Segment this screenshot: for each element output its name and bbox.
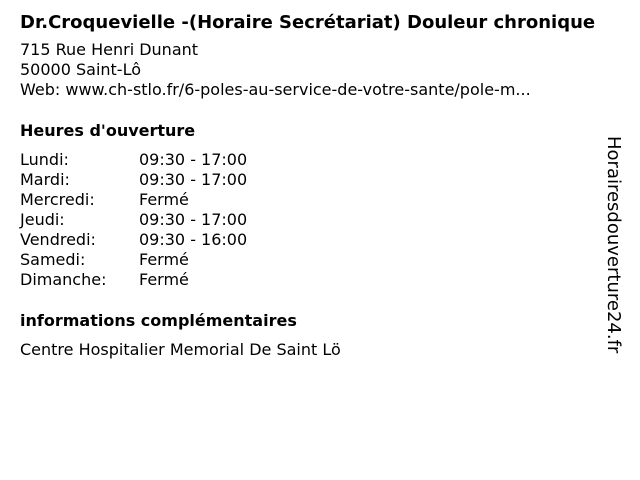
address-block <box>20 40 620 100</box>
website-link[interactable]: Web: www.ch-stlo.fr/6-poles-au-service-de-votre-sante/pole-m... <box>20 80 531 99</box>
day-hours: 09:30 - 16:00 <box>139 230 248 249</box>
additional-info-text: Centre Hospitalier Memorial De Saint Lö <box>20 340 341 359</box>
day-hours: Fermé <box>139 190 189 209</box>
day-hours: Fermé <box>139 270 189 289</box>
day-label: Dimanche: <box>20 270 107 289</box>
hours-row <box>20 270 620 290</box>
additional-info-heading: informations complémentaires <box>20 311 297 330</box>
address-city: 50000 Saint-Lô <box>20 60 141 79</box>
day-hours: 09:30 - 17:00 <box>139 170 248 189</box>
day-hours: 09:30 - 17:00 <box>139 210 248 229</box>
hours-row <box>20 250 620 270</box>
hours-row <box>20 150 620 170</box>
day-hours: Fermé <box>139 250 189 269</box>
listing <box>20 12 620 360</box>
hours-row <box>20 230 620 250</box>
hours-row <box>20 210 620 230</box>
site-watermark: Horairesdouverture24.fr <box>603 136 624 354</box>
opening-hours-table <box>20 150 620 290</box>
address-street: 715 Rue Henri Dunant <box>20 40 199 59</box>
opening-hours-heading: Heures d'ouverture <box>20 121 196 140</box>
day-hours: 09:30 - 17:00 <box>139 150 248 169</box>
page-title: Dr.Croquevielle -(Horaire Secrétariat) Douleur chronique <box>20 12 596 33</box>
day-label: Samedi: <box>20 250 86 269</box>
day-label: Mercredi: <box>20 190 95 209</box>
day-label: Jeudi: <box>20 210 65 229</box>
hours-row <box>20 190 620 210</box>
hours-row <box>20 170 620 190</box>
day-label: Mardi: <box>20 170 70 189</box>
day-label: Vendredi: <box>20 230 96 249</box>
day-label: Lundi: <box>20 150 69 169</box>
